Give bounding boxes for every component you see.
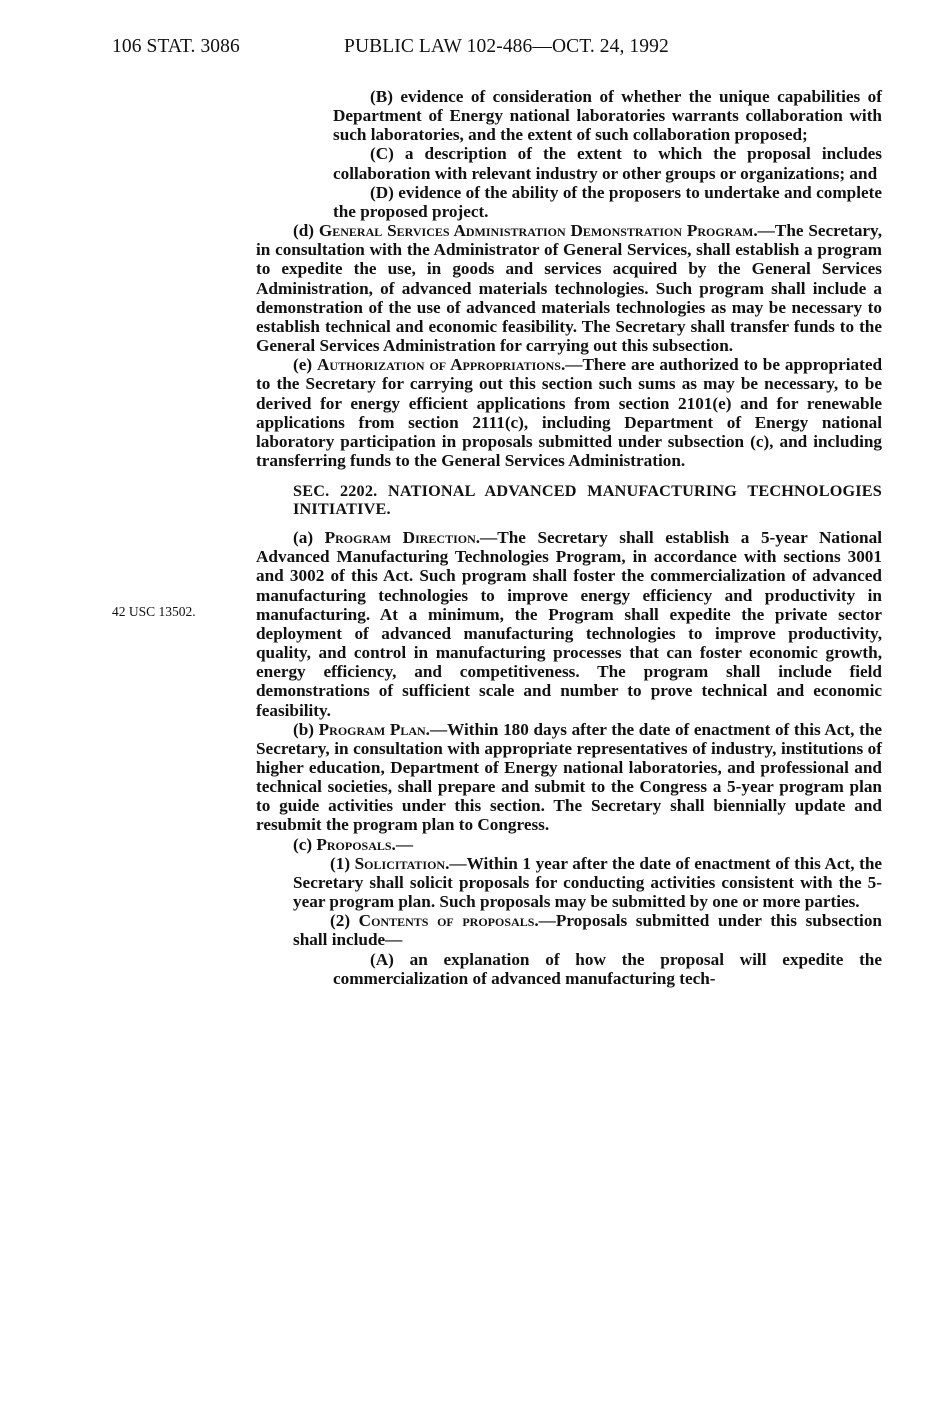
paragraph-c2-heading: Contents of proposals. <box>358 911 539 931</box>
paragraph-c1 <box>256 854 882 911</box>
subsection-c-text: — <box>395 834 414 854</box>
subsection-d <box>256 221 882 355</box>
subsection-a <box>256 528 882 720</box>
statute-page-number: 106 STAT. 3086 <box>112 36 240 57</box>
subsection-e-label: (e) <box>293 355 317 375</box>
running-title: PUBLIC LAW 102-486—OCT. 24, 1992 <box>344 36 669 57</box>
paragraph-B-text: (B) evidence of consideration of whether the unique capabilities of Department of Energy national laboratories warrants collaboration with such laboratories, and the extent of such collaboration proposed; <box>333 87 882 145</box>
paragraph-D <box>256 183 882 221</box>
subsection-c-heading: Proposals. <box>316 834 396 854</box>
subsection-b-label: (b) <box>293 719 319 739</box>
usc-margin-note: 42 USC 13502. <box>112 604 196 619</box>
subsection-a-text: —The Secretary shall establish a 5-year National Advanced Manufacturing Technologies Program, in accordance with sections 3001 and 3002 of this Act. Such program shall foster the commercialization of advanced manufacturing technologies to improve energy efficiency and productivity in manufacturing. At a minimum, the Program shall expedite the private sector deployment of advanced manufacturing technologies to improve productivity, quality, and control in manufacturing processes that can foster economic growth, energy efficiency, and competitiveness. The program shall include field demonstrations of sufficient scale and number to prove technical and economic feasibility. <box>256 528 882 720</box>
paragraph-c2 <box>256 911 882 949</box>
section-2202-heading: SEC. 2202. NATIONAL ADVANCED MANUFACTURING TECHNOLOGIES INITIATIVE. <box>293 482 882 519</box>
subsection-a-heading: Program Direction. <box>324 528 481 548</box>
law-text-body <box>256 87 882 988</box>
paragraph-B <box>256 87 882 144</box>
subsection-e-heading: Authorization of Appropriations. <box>317 355 566 375</box>
subsection-c <box>256 835 882 854</box>
paragraph-c2-label: (2) <box>330 911 359 931</box>
subsection-d-heading: General Services Administration Demonstration Program. <box>318 221 758 241</box>
subsection-b-text: —Within 180 days after the date of enactment of this Act, the Secretary, in consultation with appropriate representatives of industry, institutions of higher education, Department of Energy national laboratories, and professional and technical societies, shall prepare and submit to the Congress a 5-year program plan to guide activities under this section. The Secretary shall biennially update and resubmit the program plan to Congress. <box>256 719 883 835</box>
subsection-d-text: —The Secretary, in consultation with the Administrator of General Services, shall establish a program to expedite the use, in goods and services acquired by the General Services Administration, of advanced materials technologies. Such program shall include a demonstration of the use of advanced materials technologies as may be necessary to establish technical and economic feasibility. The Secretary shall transfer funds to the General Services Administration for carrying out this subsection. <box>256 221 882 356</box>
paragraph-C-text: (C) a description of the extent to which the proposal includes collaboration with relevant industry or other groups or organizations; and <box>333 144 882 183</box>
subsection-c-label: (c) <box>293 834 317 854</box>
subsection-d-label: (d) <box>293 221 319 241</box>
subsection-b <box>256 720 882 835</box>
subsection-e-text: —There are authorized to be appropriated to the Secretary for carrying out this section such sums as may be necessary, to be derived for energy efficient applications from section 2101(e) and for renewable applications from section 2111(c), including Department of Energy national laboratory participation in proposals submitted under subsection (c), and including transferring funds to the General Services Administration. <box>256 355 883 470</box>
page-header <box>112 36 792 66</box>
subsection-b-heading: Program Plan. <box>318 719 430 739</box>
paragraph-c1-heading: Solicitation. <box>354 853 450 873</box>
paragraph-C <box>256 144 882 182</box>
subsection-a-label: (a) <box>293 528 325 548</box>
paragraph-c2-A-text: (A) an explanation of how the proposal will expedite the commercialization of advanced manufacturing tech- <box>333 949 882 988</box>
paragraph-c1-text: —Within 1 year after the date of enactment of this Act, the Secretary shall solicit proposals for conducting activities consistent with the 5-year program plan. Such proposals may be submitted by one or more parties. <box>293 853 883 912</box>
subsection-e <box>256 355 882 470</box>
paragraph-c2-text: —Proposals submitted under this subsection shall include— <box>293 911 882 950</box>
paragraph-D-text: (D) evidence of the ability of the proposers to undertake and complete the proposed project. <box>333 182 882 221</box>
paragraph-c1-label: (1) <box>330 853 355 873</box>
paragraph-c2-A <box>256 950 882 988</box>
